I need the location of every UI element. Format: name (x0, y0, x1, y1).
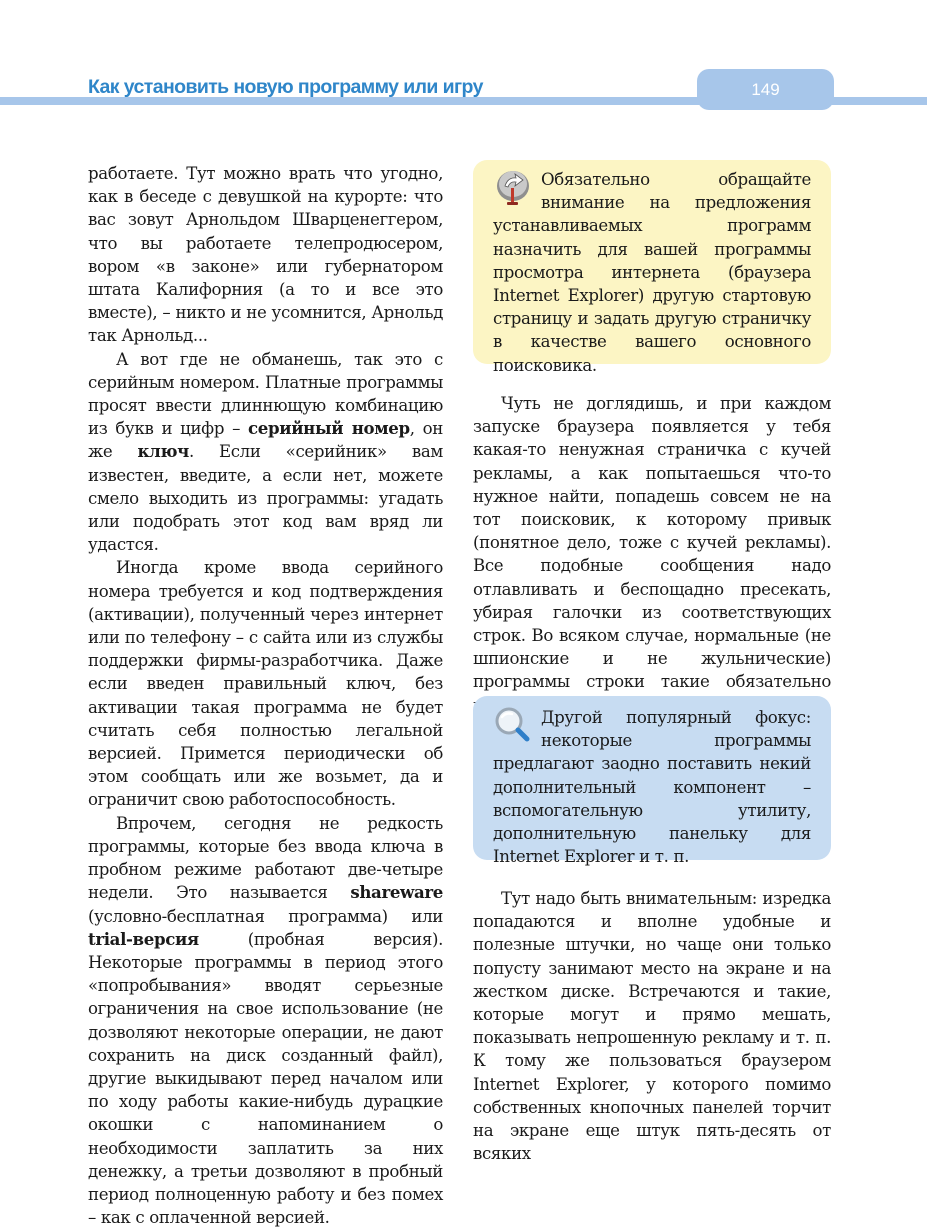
note-text: Обязательно обращайте внимание на предложения устанавливаемых программ назначить для вашей программы просмотра интернета (браузера Internet Explorer) другую стартовую страницу и задать другую страничку в качестве вашего основного поисковика. (493, 170, 811, 375)
text-run: . Если «серийник» вам известен, введите, а если нет, можете смело выходить из программы: угадать или подобрать этот код вам вряд ли удастся. (88, 442, 443, 555)
bold-term: серийный номер (248, 418, 410, 439)
bold-term: trial-версия (88, 928, 199, 949)
right-column-text-1 (473, 392, 831, 717)
left-column-text (88, 162, 443, 1229)
chapter-title: Как установить новую программу или игру (88, 76, 483, 98)
paragraph: Чуть не доглядишь, и при каждом запуске браузера появляется у тебя какая-то ненужная страничка с кучей рекламы, а как попытаешься что-то нужное найти, попадешь совсем не на тот поисковик, к которому привык (понятное дело, тоже с кучей рекламы). Все подобные сообщения надо отлавливать и беспощадно пресекать, убирая галочки из соответствующих строк. Во всяком случае, нормальные (не шпионские и не жульнические) программы строки такие обязательно (473, 394, 831, 692)
paragraph (88, 348, 443, 557)
page-number-tab (697, 69, 834, 110)
text-run: Иногда кроме ввода серийного номера требуется и код подтверждения (активации), полученный через интернет или по телефону – с сайта или из службы поддержки фирмы-разработчика. Даже если введен правильный ключ, без активации такая программа не будет считать себя полностью легальной версией. Примется периодически об этом сообщать или же возьмет, да и ограничит свою работоспособность. (88, 558, 443, 810)
text-run: работаете. Тут можно врать что угодно, как в беседе с девушкой на курорте: что вас зовут Арнольдом Шварценеггером, что вы работаете телепродюсером, вором «в законе» или губернатором штата Калифорния (а то и все это вместе), – никто и не усомнится, Арнольд так Арнольд... (88, 164, 443, 346)
paragraph: Тут надо быть внимательным: изредка попадаются и вполне удобные и полезные штучки, но чаще они только попусту занимают место на экране и на жестком диске. Встречаются и такие, которые могут и прямо мешать, показывать непрошенную рекламу и т. п. К тому же пользоваться браузером Internet Explorer, у которого помимо собственных кнопочных панелей торчит на экране еще штук пять-десять от всяких (473, 889, 831, 1164)
right-column-text-2 (473, 887, 831, 1165)
magnifier-icon (493, 706, 533, 746)
text-run: А вот где не обманешь, так это с серийным номером. Платные программы просят ввести длиннющую комбинацию из букв и цифр – (88, 349, 443, 439)
text-run: (условно-бесплатная программа) или (88, 906, 443, 926)
page-number: 149 (751, 79, 780, 99)
tip-callout (473, 696, 831, 867)
bold-term: shareware (350, 882, 443, 903)
note-callout (473, 160, 831, 375)
header-rule-right (830, 97, 927, 105)
paragraph (88, 162, 443, 348)
paragraph (88, 812, 443, 1229)
text-run: , он же (88, 419, 443, 462)
text-run: (пробная версия). Некоторые программы в период этого «попробывания» вводят серьезные ограничения на свое использование (не дозволяют некоторые операции, не дают сохранить на диск созданный файл), другие выкидывают перед началом или по ходу работы какие-нибудь дурацкие окошки с напоминанием о необходимости заплатить за них денежку, а третьи дозволяют в пробный период полноценную работу и без помех – как с оплаченной версией. (88, 929, 443, 1228)
bold-term: ключ (137, 441, 189, 462)
attention-sign-icon (493, 168, 533, 208)
tip-text: Другой популярный фокус: некоторые программы предлагают заодно поставить некий дополнительный компонент – вспомогательную утилиту, дополнительную панельку для Internet Explorer и т. п. (493, 708, 811, 867)
paragraph (88, 556, 443, 811)
text-run: Впрочем, сегодня не редкость программы, которые без ввода ключа в пробном режиме работают две-четыре недели. Это называется (88, 813, 443, 903)
